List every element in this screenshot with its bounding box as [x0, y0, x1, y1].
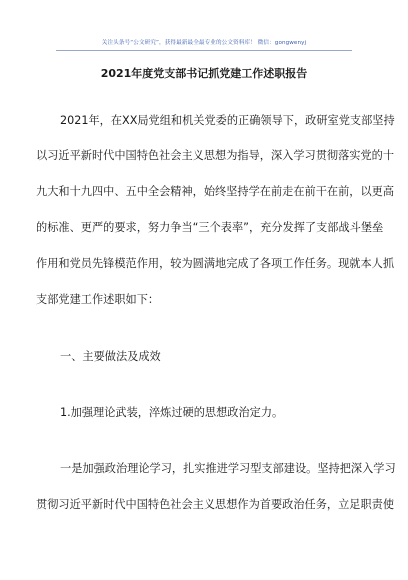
document-title: 2021年度党支部书记抓党建工作述职报告: [100, 67, 308, 80]
paragraph-line: 贯彻习近平新时代中国特色社会主义思想作为首要政治任务，立足职责使: [36, 498, 395, 511]
header-note: 关注头条号“公文研究”，获得最新最全最专业的公文资料库！ 微信：gongwenyj: [101, 40, 307, 46]
section-heading: 一、主要做法及成效: [60, 350, 161, 363]
paragraph-line: 九大和十九四中、五中全会精神，始终坚持学在前走在前干在前，以更高: [36, 185, 395, 198]
header-divider: [56, 50, 352, 51]
paragraph-line: 支部党建工作述职如下：: [36, 293, 160, 306]
subsection-heading: 1.加强理论武装，淬炼过硬的思想政治定力。: [60, 406, 284, 419]
paragraph-line: 一是加强政治理论学习，扎实推进学习型支部建设。坚持把深入学习: [60, 462, 396, 475]
paragraph-line: 作用和党员先锋模范作用，较为圆满地完成了各项工作任务。现就本人抓: [36, 257, 395, 270]
paragraph-line: 的标准、更严的要求，努力争当“三个表率”，充分发挥了支部战斗堡垒: [36, 221, 384, 234]
paragraph-line: 2021年，在XX局党组和机关党委的正确领导下，政研室党支部坚持: [60, 114, 395, 127]
paragraph-line: 以习近平新时代中国特色社会主义思想为指导，深入学习贯彻落实党的十: [36, 149, 395, 162]
